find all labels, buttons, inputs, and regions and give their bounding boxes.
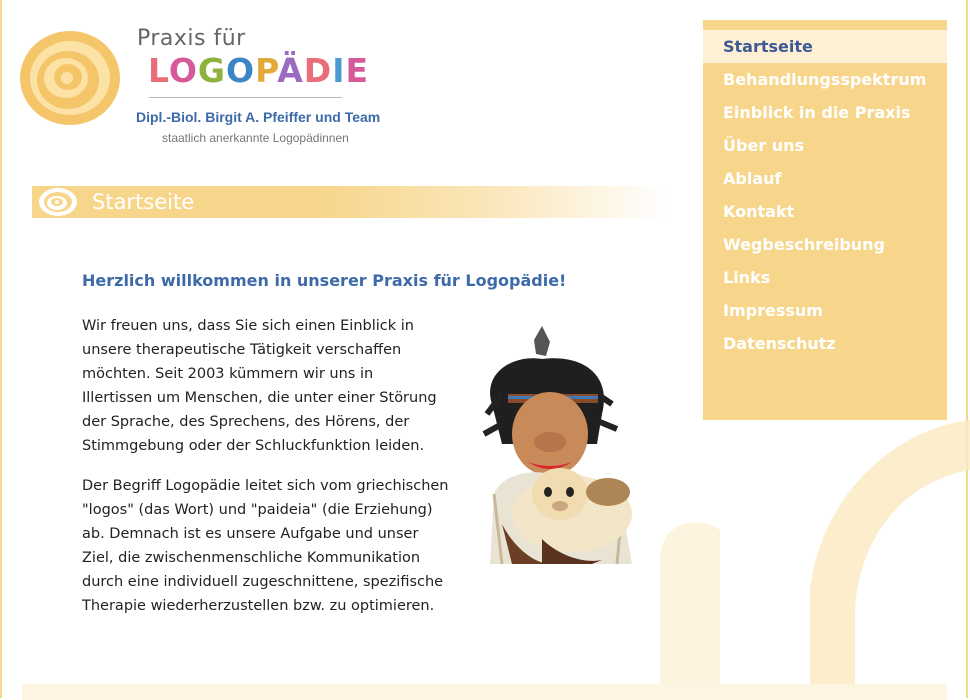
background-swirl-decoration bbox=[640, 420, 970, 700]
page-title: Startseite bbox=[92, 190, 195, 214]
definition-paragraph: Der Begriff Logopädie leitet sich vom griechischen "logos" (das Wort) und "paideia" (die Erziehung) ab. Demnach ist es unsere Aufgabe und unser Ziel, die zwischenmenschliche Kommunikation durch eine individuell zugeschnittene, spezifische Therapie wiederherzustellen bzw. zu optimieren. bbox=[82, 478, 449, 614]
logo-letter: I bbox=[332, 51, 346, 90]
logo-letter: E bbox=[345, 51, 370, 90]
nav-item-einblick-in-die-praxis[interactable]: Einblick in die Praxis bbox=[723, 103, 911, 122]
logo-owner-name: Dipl.-Biol. Birgit A. Pfeiffer und Team bbox=[136, 109, 381, 125]
logo-letter: G bbox=[197, 51, 227, 90]
logo-letter: O bbox=[226, 51, 256, 90]
page-title-bar bbox=[32, 186, 668, 218]
welcome-heading: Herzlich willkommen in unserer Praxis für Logopädie! bbox=[82, 271, 567, 290]
puppet-photo bbox=[472, 324, 652, 564]
nav-item-über-uns[interactable]: Über uns bbox=[723, 136, 805, 155]
spiral-logo-icon bbox=[16, 28, 124, 128]
nav-item-kontakt[interactable]: Kontakt bbox=[723, 202, 795, 221]
nav-item-behandlungsspektrum[interactable]: Behandlungsspektrum bbox=[723, 70, 927, 89]
logo-letter: O bbox=[168, 51, 198, 90]
logo-letter: D bbox=[303, 51, 333, 90]
nav-item-startseite[interactable]: Startseite bbox=[703, 30, 947, 63]
logo-letter: P bbox=[255, 51, 278, 90]
nav-item-links[interactable]: Links bbox=[723, 268, 771, 287]
logo-letter: Ä bbox=[277, 51, 304, 90]
main-navigation bbox=[703, 20, 947, 420]
spiral-icon bbox=[34, 186, 78, 218]
footer-band bbox=[22, 684, 947, 700]
site-logo[interactable] bbox=[16, 26, 381, 156]
logo-divider bbox=[149, 97, 342, 98]
logo-wordmark bbox=[148, 51, 369, 90]
logo-letter: L bbox=[148, 51, 169, 90]
nav-item-datenschutz[interactable]: Datenschutz bbox=[723, 334, 836, 353]
logo-subtitle: staatlich anerkannte Logopädinnen bbox=[162, 131, 349, 145]
nav-item-impressum[interactable]: Impressum bbox=[723, 301, 823, 320]
nav-item-ablauf[interactable]: Ablauf bbox=[723, 169, 782, 188]
intro-paragraph: Wir freuen uns, dass Sie sich einen Einblick in unsere therapeutische Tätigkeit verschaffen möchten. Seit 2003 kümmern wir uns in Illertissen um Menschen, die unter einer Störung der Sprache, des Sprechens, des Hörens, der Stimmgebung oder der Schluckfunktion leiden. bbox=[82, 318, 437, 454]
nav-item-wegbeschreibung[interactable]: Wegbeschreibung bbox=[723, 235, 885, 254]
logo-line1: Praxis für bbox=[137, 26, 246, 51]
